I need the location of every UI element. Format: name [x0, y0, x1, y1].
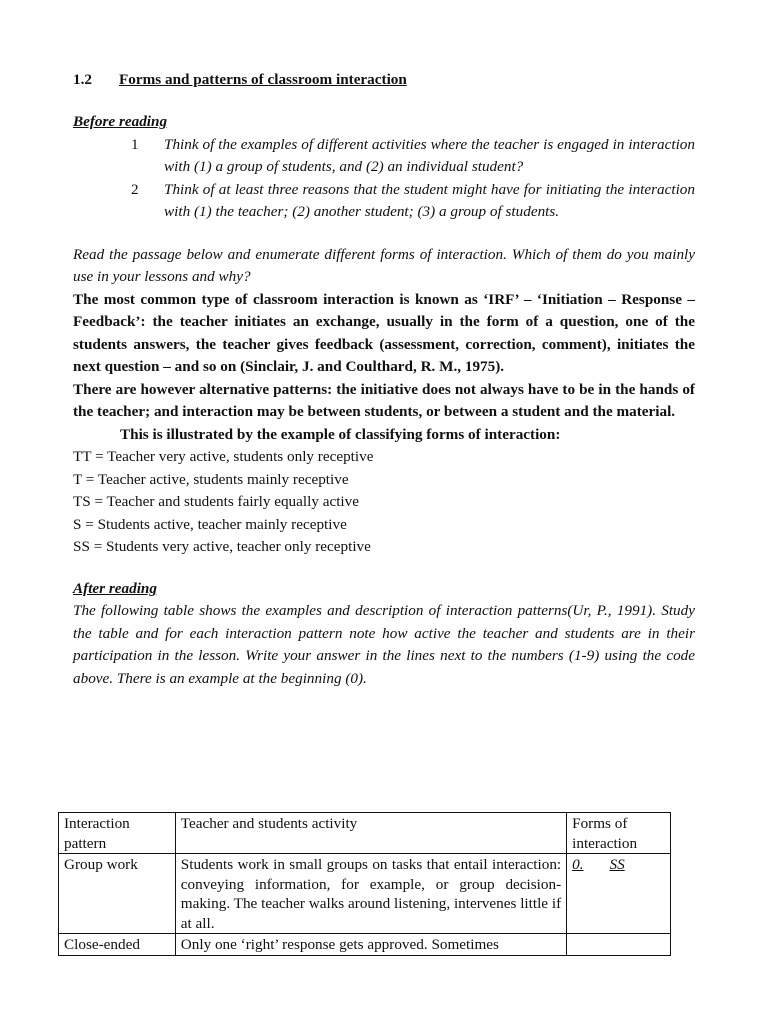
document-body — [73, 69, 695, 690]
interaction-code: T = Teacher active, students mainly receptive — [73, 470, 349, 488]
pattern-cell: Close-ended — [59, 934, 176, 956]
question-text: Think of at least three reasons that the student might have for initiating the interaction with (1) the teacher; (2) another student; (3) a group of students. — [164, 180, 695, 220]
table-header-row — [59, 813, 671, 854]
interaction-code: TS = Teacher and students fairly equally active — [73, 493, 359, 510]
table-header: Teacher and students activity — [175, 813, 566, 854]
passage-paragraph-2: There are however alternative patterns: the initiative does not always have to be in the hands of the teacher; and interaction may be between students, or between a student and the material. — [73, 380, 695, 420]
activity-cell: Students work in small groups on tasks that entail interaction: conveying information, for example, or group decision-making. The teacher walks around listening, intervenes little if at all. — [175, 854, 566, 934]
question-number: 2 — [131, 180, 139, 198]
before-reading-questions — [73, 134, 695, 224]
table-row — [59, 854, 671, 934]
answer-cell — [567, 854, 671, 934]
before-reading-label: Before reading — [73, 113, 168, 130]
interaction-code-list — [73, 446, 695, 559]
passage-paragraph-1: The most common type of classroom interaction is known as ‘IRF’ – ‘Initiation – Response – Feedback’: the teacher initiates an exchange, usually in the form of a question, one of the students answers, the teacher gives feedback (assessment, correction, comment), initiates the next question – and so on (Sinclair, J. and Coulthard, R. M., 1975). — [73, 290, 695, 375]
table-header: Forms of interaction — [567, 813, 671, 854]
question-item — [73, 134, 695, 179]
reading-instruction: Read the passage below and enumerate different forms of interaction. Which of them do you mainly use in your lessons and why? — [73, 245, 695, 285]
answer-code: SS — [609, 856, 625, 873]
question-item — [73, 179, 695, 224]
table-header: Interaction pattern — [59, 813, 176, 854]
question-number: 1 — [131, 135, 139, 153]
answer-cell[interactable] — [567, 934, 671, 956]
interaction-code: SS = Students very active, teacher only receptive — [73, 538, 371, 555]
interaction-code: TT = Teacher very active, students only receptive — [73, 448, 374, 465]
after-reading-label: After reading — [73, 579, 157, 597]
section-number: 1.2 — [73, 71, 92, 88]
interaction-code: S = Students active, teacher mainly receptive — [73, 515, 347, 533]
activity-cell: Only one ‘right’ response gets approved. Sometimes — [175, 934, 566, 956]
answer-example — [572, 856, 625, 873]
section-heading — [73, 69, 695, 91]
after-reading-text: The following table shows the examples and description of interaction patterns(Ur, P., 1991). Study the table and for each interaction pattern note how active the teacher and students are in their participation in the lesson. Write your answer in the lines next to the numbers (1-9) using the code above. There is an example at the beginning (0). — [73, 602, 695, 687]
table-row — [59, 934, 671, 956]
question-text: Think of the examples of different activities where the teacher is engaged in interaction with (1) a group of students, and (2) an individual student? — [164, 135, 695, 175]
section-title: Forms and patterns of classroom interaction — [119, 71, 407, 88]
passage-paragraph-3: This is illustrated by the example of classifying forms of interaction: — [120, 425, 561, 443]
answer-number: 0. — [572, 856, 584, 873]
pattern-cell: Group work — [59, 854, 176, 934]
interaction-patterns-table — [58, 812, 671, 956]
